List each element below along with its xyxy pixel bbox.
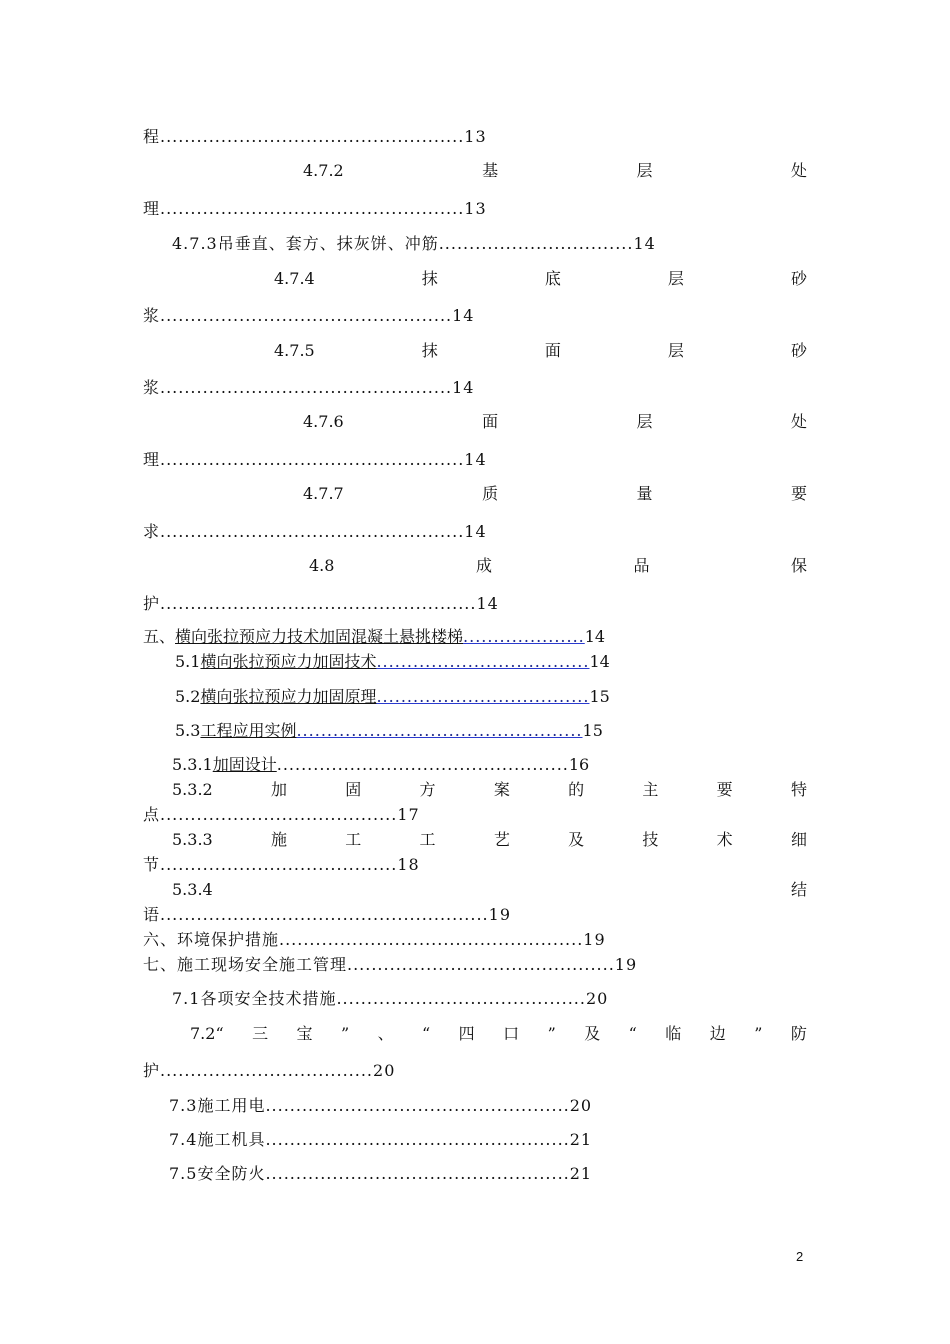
toc-link-line[interactable]: 5.3.1加固设计................................................16 xyxy=(172,755,590,774)
toc-line[interactable]: 4.7.4 抹 底 层 砂 xyxy=(274,269,807,288)
toc-line[interactable]: 4.7.7 质 量 要 xyxy=(303,484,807,503)
toc-line[interactable]: 4.7.2 基 层 处 xyxy=(303,161,807,180)
toc-line[interactable]: 7.3施工用电..................................................20 xyxy=(169,1096,593,1115)
toc-line[interactable]: 5.3.3 施 工 工 艺 及 技 术 细 xyxy=(172,830,807,849)
toc-line[interactable]: 4.7.3吊垂直、套方、抹灰饼、冲筋................................14 xyxy=(172,234,656,253)
toc-line[interactable]: 5.3.2 加 固 方 案 的 主 要 特 xyxy=(172,780,807,799)
toc-line[interactable]: 7.5安全防火..................................................21 xyxy=(169,1164,593,1183)
toc-line[interactable]: 护...................................20 xyxy=(143,1061,396,1080)
toc-link-line[interactable]: 五、横向张拉预应力技术加固混凝土悬挑楼梯....................14 xyxy=(143,627,606,646)
toc-line[interactable]: 七、施工现场安全施工管理............................................19 xyxy=(143,955,638,974)
toc-line[interactable]: 7.4施工机具..................................................21 xyxy=(169,1130,593,1149)
toc-link[interactable]: 横向张拉预应力技术加固混凝土悬挑楼梯 xyxy=(175,627,464,646)
toc-line[interactable]: 7.2“ 三 宝 ” 、 “ 四 口 ” 及 “ 临 边 ” 防 xyxy=(190,1024,807,1043)
toc-line[interactable]: 语......................................................19 xyxy=(143,905,512,924)
toc-link[interactable]: 横向张拉预应力加固技术 xyxy=(200,652,377,671)
toc-link-line[interactable]: 5.2横向张拉预应力加固原理...................................15 xyxy=(175,687,610,706)
page-number: 2 xyxy=(796,1249,804,1264)
toc-line[interactable]: 六、环境保护措施..................................................19 xyxy=(143,930,606,949)
toc-line[interactable]: 4.7.6 面 层 处 xyxy=(303,412,807,431)
toc-line[interactable]: 浆................................................14 xyxy=(143,378,475,397)
toc-link[interactable]: 工程应用实例 xyxy=(200,721,297,740)
toc-link-line[interactable]: 5.1横向张拉预应力加固技术...................................14 xyxy=(175,652,610,671)
toc-link-line[interactable]: 5.3工程应用实例...............................................15 xyxy=(175,721,603,740)
toc-line[interactable]: 4.7.5 抹 面 层 砂 xyxy=(274,341,807,360)
toc-line[interactable]: 求..................................................14 xyxy=(143,522,487,541)
toc-line[interactable]: 4.8 成 品 保 xyxy=(309,556,807,575)
toc-line[interactable]: 理..................................................14 xyxy=(143,450,487,469)
toc-line[interactable]: 护....................................................14 xyxy=(143,594,499,613)
toc-link[interactable]: 加固设计 xyxy=(212,755,277,774)
toc-line[interactable]: 点.......................................17 xyxy=(143,805,420,824)
toc-line[interactable]: 节.......................................18 xyxy=(143,855,420,874)
toc-line[interactable]: 7.1各项安全技术措施.........................................20 xyxy=(172,989,609,1008)
toc-line[interactable]: 理..................................................13 xyxy=(143,199,487,218)
toc-link[interactable]: 横向张拉预应力加固原理 xyxy=(200,687,377,706)
toc-line[interactable]: 5.3.4 结 xyxy=(172,880,807,899)
toc-line[interactable]: 程..................................................13 xyxy=(143,127,487,146)
toc-line[interactable]: 浆................................................14 xyxy=(143,306,475,325)
